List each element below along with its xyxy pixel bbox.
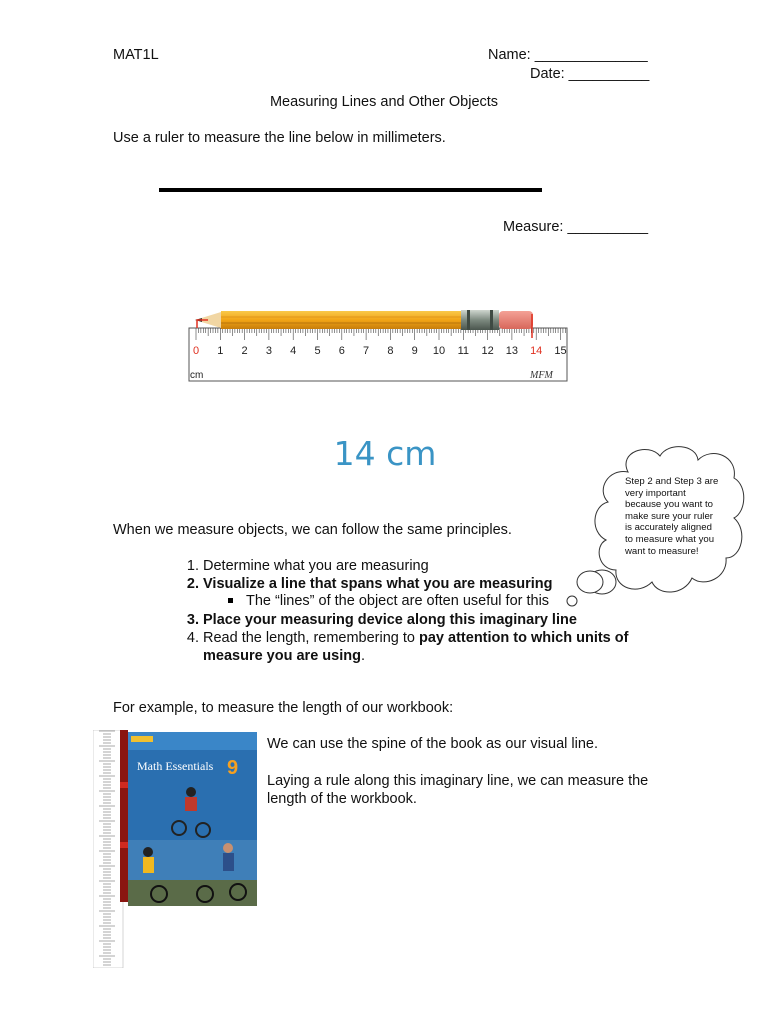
ruler-explanation: Laying a rule along this imaginary line, we can measure the length of the workbook. (267, 773, 649, 807)
spine-explanation: We can use the spine of the book as our visual line. (267, 736, 599, 752)
ruler-tick-label: 10 (432, 345, 446, 357)
page-title: Measuring Lines and Other Objects (269, 94, 499, 110)
principles-intro: When we measure objects, we can follow the same principles. (113, 522, 512, 538)
instructions: Use a ruler to measure the line below in millimeters. (113, 130, 446, 146)
step-2-sub-bullet: The “lines” of the object are often useful for this (228, 593, 549, 609)
ruler-tick-label: 11 (457, 345, 470, 357)
callout-text: Step 2 and Step 3 are very important because you want to make sure your ruler is accurately aligned to measure what you want to measure! (625, 476, 719, 557)
square-bullet-icon (228, 598, 233, 603)
ruler-tick-label: 4 (290, 345, 297, 357)
ruler-tick-label: 2 (241, 345, 248, 357)
measure-field-label: Measure: __________ (503, 219, 649, 235)
book-spine-marker-1 (120, 730, 128, 902)
ruler-tick-label: 0 (192, 345, 200, 357)
measured-answer: 14 cm (333, 434, 437, 473)
line-to-measure (159, 188, 542, 192)
course-code: MAT1L (113, 47, 159, 63)
book-title: Math Essentials (137, 759, 214, 773)
ruler-pencil-figure (188, 308, 570, 383)
date-field-label: Date: __________ (530, 66, 650, 82)
ruler-brand-logo: MFM (530, 370, 553, 381)
ruler-tick-label: 9 (411, 345, 418, 357)
pencil-icon (195, 310, 533, 330)
ruler-tick-label: 15 (554, 345, 567, 357)
ruler-tick-label: 8 (387, 345, 394, 357)
name-field-label: Name: ______________ (488, 47, 648, 63)
ruler-tick-label: 12 (481, 345, 494, 357)
ruler-tick-label: 5 (314, 345, 321, 357)
book-number: 9 (227, 757, 239, 779)
ruler-tick-label: 1 (217, 345, 224, 357)
ruler-tick-label: 3 (265, 345, 272, 357)
ruler-tick-label: 6 (338, 345, 345, 357)
ruler-unit-label: cm (190, 370, 204, 381)
thought-cloud-bubbles (566, 566, 606, 612)
ruler-tick-label: 7 (363, 345, 370, 357)
workbook-with-ruler-figure (93, 730, 259, 968)
example-intro: For example, to measure the length of our workbook: (113, 700, 454, 716)
ruler-tick-label: 14 (530, 345, 543, 357)
ruler-tick-label: 13 (505, 345, 519, 357)
side-ruler (93, 730, 123, 968)
